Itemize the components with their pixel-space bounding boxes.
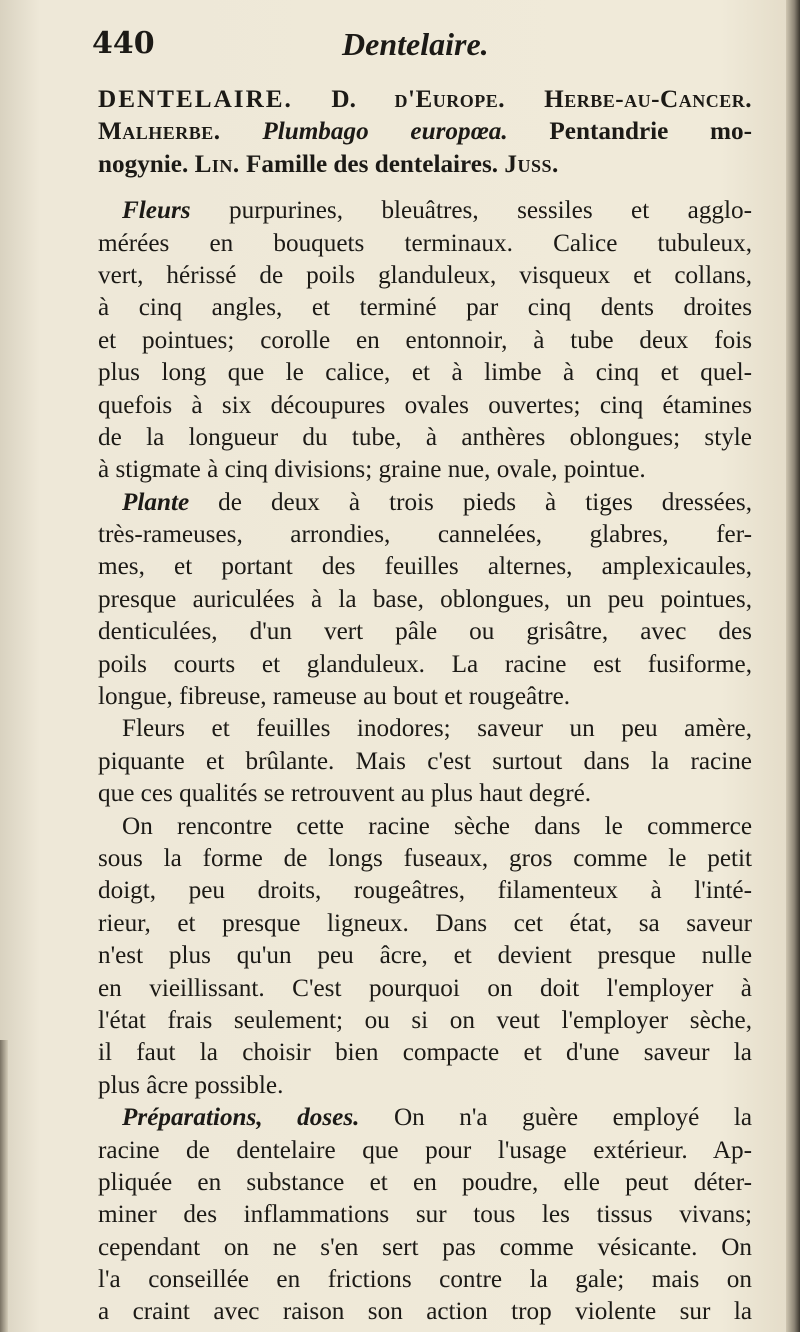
section-label: Plante [122, 488, 190, 516]
text-line: sous la forme de longs fuseaux, gros comme le petit [98, 844, 752, 872]
text-line: cependant on ne s'en sert pas comme vésicante. On [98, 1233, 752, 1261]
text-line: l'a conseillée en frictions contre la gale; mais on [98, 1266, 752, 1294]
text-line: et pointues; corolle en entonnoir, à tube deux fois [98, 326, 752, 354]
article-body [98, 84, 752, 1329]
text-line: DENTELAIRE. D. d'Europe. Herbe-au-Cancer. [98, 86, 752, 113]
text-line: à stigmate à cinq divisions; graine nue, ovale, pointue. [98, 456, 646, 484]
text-line: l'état frais seulement; ou si on veut l'employer sèche, [98, 1006, 752, 1034]
latin-name: Plumbago europœa. [262, 118, 508, 146]
text-line: mérées en bouquets terminaux. Calice tubuleux, [98, 229, 752, 257]
text-line: piquante et brûlante. Mais c'est surtout dans la racine [98, 747, 752, 775]
text-line: Fleurs et feuilles inodores; saveur un peu amère, [122, 715, 752, 743]
text-line: Préparations, doses. On n'a guère employé la [122, 1104, 752, 1132]
text-line: a craint avec raison son action trop violente sur la [98, 1298, 752, 1326]
text-line: quefois à six découpures ovales ouvertes; cinq étamines [98, 391, 752, 419]
paragraph-spacer [98, 181, 752, 195]
text-line: racine de dentelaire que pour l'usage extérieur. Ap- [98, 1136, 752, 1164]
text-line: très-rameuses, arrondies, cannelées, glabres, fer- [98, 521, 752, 549]
text-line: de la longueur du tube, à anthères oblongues; style [98, 423, 752, 451]
text-line: il faut la choisir bien compacte et d'une saveur la [98, 1039, 752, 1067]
text-line: pliquée en substance et en poudre, elle peut déter- [98, 1168, 752, 1196]
text-line: miner des inflammations sur tous les tissus vivans; [98, 1201, 752, 1229]
text-line: On rencontre cette racine sèche dans le commerce [122, 812, 752, 840]
page-edge-left [0, 1040, 8, 1332]
page-header [92, 26, 752, 66]
text-line: Fleurs purpurines, bleuâtres, sessiles et agglo- [122, 197, 752, 225]
text-line: à cinq angles, et terminé par cinq dents droites [98, 294, 752, 322]
text-line: poils courts et glanduleux. La racine est fusiforme, [98, 650, 752, 678]
page-number: 440 [92, 26, 155, 61]
text-line: rieur, et presque ligneux. Dans cet état, sa saveur [98, 909, 752, 937]
text-line: denticulées, d'un vert pâle ou grisâtre, avec des [98, 618, 752, 646]
entry-headword: DENTELAIRE. [98, 86, 293, 113]
running-title: Dentelaire. [342, 26, 489, 62]
text-line: vert, hérissé de poils glanduleux, visqueux et collans, [98, 261, 752, 289]
text-line: Plante de deux à trois pieds à tiges dressées, [122, 488, 752, 516]
text-line: Malherbe. Plumbago europœa. Pentandrie mo- [98, 118, 752, 146]
text-line: que ces qualités se retrouvent au plus haut degré. [98, 780, 592, 808]
page-edge-right [786, 0, 800, 1332]
text-line: plus long que le calice, et à limbe à cinq et quel- [98, 359, 752, 387]
text-line: plus âcre possible. [98, 1071, 284, 1099]
text-line: mes, et portant des feuilles alternes, amplexicaules, [98, 553, 752, 581]
text-line: en vieillissant. C'est pourquoi on doit l'employer à [98, 974, 752, 1002]
text-line: doigt, peu droits, rougeâtres, filamenteux à l'inté- [98, 877, 752, 905]
text-line: nogynie. Lin. Famille des dentelaires. Juss. [98, 150, 559, 178]
text-line: longue, fibreuse, rameuse au bout et rougeâtre. [98, 683, 571, 711]
section-label: Fleurs [122, 197, 191, 225]
section-label: Préparations, doses. [122, 1104, 360, 1132]
text-line: presque auriculées à la base, oblongues, un peu pointues, [98, 585, 752, 613]
text-line: n'est plus qu'un peu âcre, et devient presque nulle [98, 942, 752, 970]
